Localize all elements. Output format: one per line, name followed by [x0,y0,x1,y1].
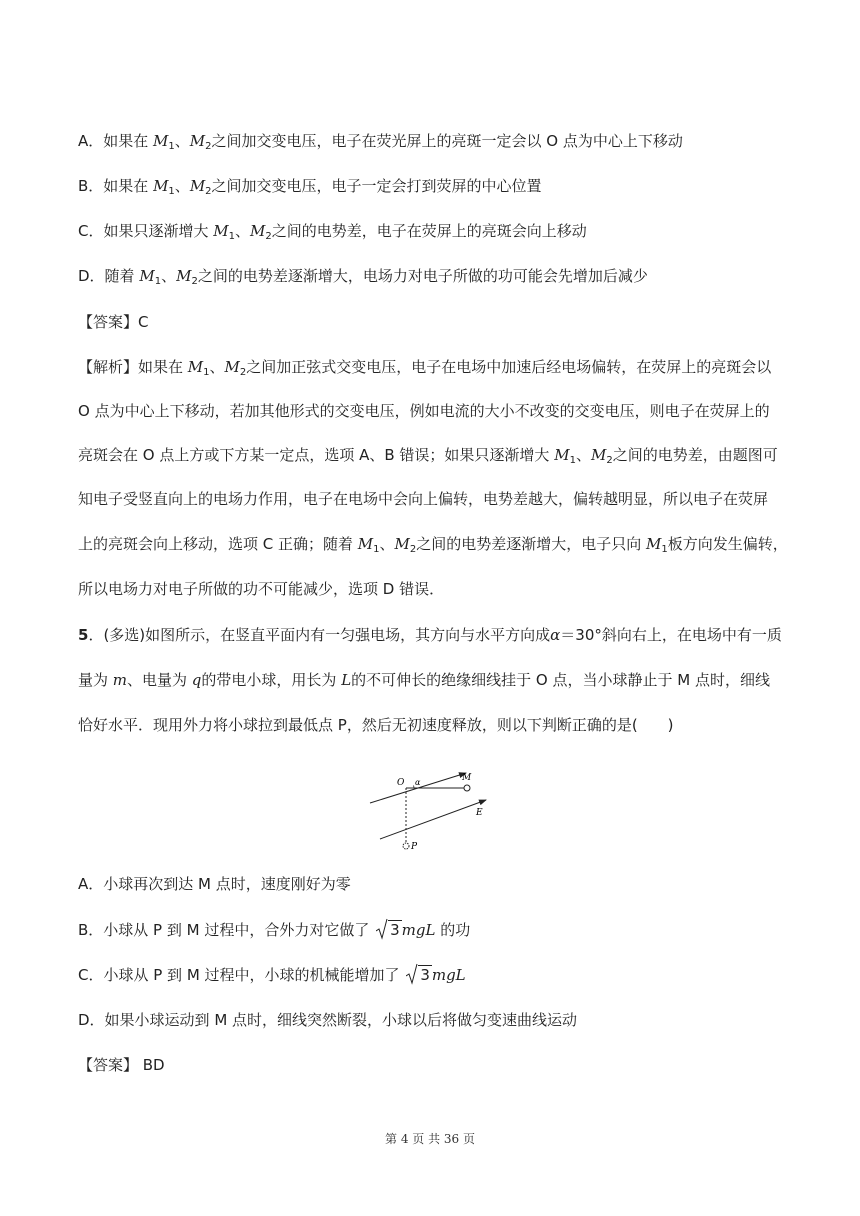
label-e: E [476,808,483,818]
ball-p [403,843,409,849]
q4-analysis-line-3: 亮斑会在 O 点上方或下方某一定点，选项 A、B 错误；如果只逐渐增大 $M_1$、$M_2$之间的电势差，由题图可 [78,446,778,466]
sqrt-symbol: 3 [376,919,402,941]
q4-option-d: D．随着 $M_1$、$M_2$之间的电势差逐渐增大，电场力对电子所做的功可能会先增加后减少 [78,267,648,287]
q4-analysis-line-6: 所以电场力对电子所做的功不可能减少，选项 D 错误． [78,580,445,598]
q4-analysis-line-5: 上的亮斑会向上移动，选项 C 正确；随着 $M_1$、$M_2$之间的电势差逐渐增大，电子只向 $M_1$板方向发生偏转， [78,535,788,555]
field-line-lower [380,800,486,839]
q4-analysis-line-4: 知电子受竖直向上的电场力作用，电子在电场中会向上偏转，电势差越大，偏转越明显，所以电子在荧屏 [78,490,769,508]
q5-option-c: C．小球从 P 到 M 过程中，小球的机械能增加了 3 mgL [78,966,466,984]
electric-field-figure [368,770,492,856]
q4-option-a: A．如果在 $M_1$、$M_2$之间加交变电压，电子在荧光屏上的亮斑一定会以 O 点为中心上下移动 [78,132,683,152]
q4-option-c: C．如果只逐渐增大 $M_1$、$M_2$之间的电势差，电子在荧屏上的亮斑会向上移动 [78,222,587,242]
q5-stem-line-2: 量为 m、电量为 q的带电小球，用长为 L的不可伸长的绝缘细线挂于 O 点，当小球静止于 M 点时，细线 [78,671,770,689]
q5-option-b: B．小球从 P 到 M 过程中，合外力对它做了 3 mgL 的功 [78,921,471,939]
q5-answer: 【答案】 BD [78,1056,165,1074]
q4-analysis-line-2: O 点为中心上下移动，若加其他形式的交变电压，例如电流的大小不改变的交变电压，则电子在荧屏上的 [78,402,770,420]
q5-option-d: D．如果小球运动到 M 点时，细线突然断裂，小球以后将做匀变速曲线运动 [78,1011,578,1029]
label-o: O [397,778,405,788]
q5-stem-line-3: 恰好水平．现用外力将小球拉到最低点 P，然后无初速度释放，则以下判断正确的是( ) [78,716,674,734]
label-m: M [462,773,472,783]
sqrt-symbol: 3 [406,964,432,986]
q4-option-b: B．如果在 $M_1$、$M_2$之间加交变电压，电子一定会打到荧屏的中心位置 [78,177,542,197]
label-alpha: α [415,778,421,787]
page-footer: 第 4 页 共 36 页 [385,1132,475,1146]
q5-stem-line-1: 5．(多选)如图所示，在竖直平面内有一匀强电场，其方向与水平方向成α＝30°斜向右上，在电场中有一质 [78,626,782,644]
q5-option-a: A．小球再次到达 M 点时，速度刚好为零 [78,875,351,893]
ball-m [464,785,470,791]
q4-answer: 【答案】C [78,313,149,331]
label-p: P [411,842,418,852]
q4-analysis-line-1: 【解析】如果在 $M_1$、$M_2$之间加正弦式交变电压，电子在电场中加速后经电场偏转，在荧屏上的亮斑会以 [78,358,772,378]
